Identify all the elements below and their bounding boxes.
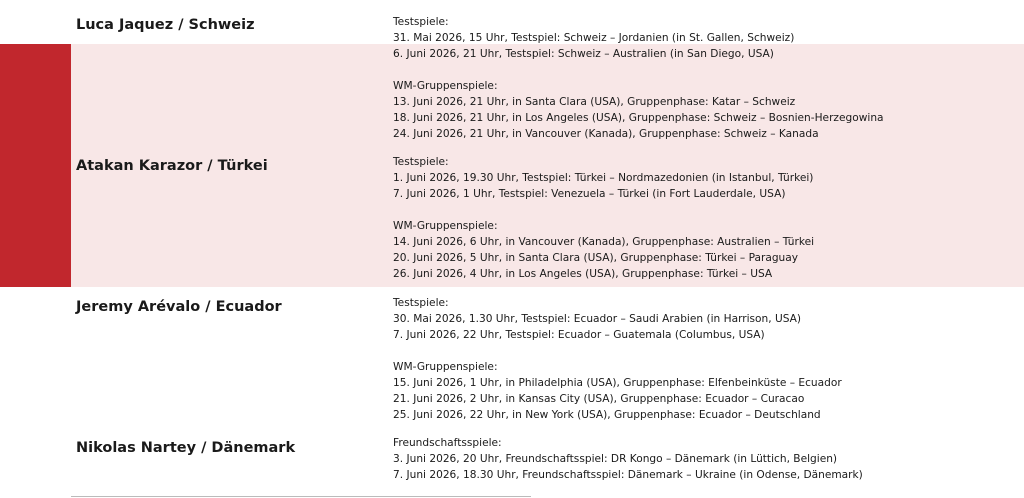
section-heading: WM-Gruppenspiele: [393, 80, 498, 92]
player-name: Luca Jaquez / Schweiz [76, 17, 255, 33]
section-heading: WM-Gruppenspiele: [393, 220, 498, 232]
player-name: Jeremy Arévalo / Ecuador [76, 299, 282, 315]
match-line: 6. Juni 2026, 21 Uhr, Testspiel: Schweiz – Australien (in San Diego, USA) [393, 48, 774, 60]
match-line: 15. Juni 2026, 1 Uhr, in Philadelphia (USA), Gruppenphase: Elfenbeinküste – Ecuador [393, 377, 842, 389]
section-heading: Freundschaftsspiele: [393, 437, 502, 449]
match-line: 31. Mai 2026, 15 Uhr, Testspiel: Schweiz – Jordanien (in St. Gallen, Schweiz) [393, 32, 795, 44]
match-line: 7. Juni 2026, 18.30 Uhr, Freundschaftsspiel: Dänemark – Ukraine (in Odense, Dänemark) [393, 469, 863, 481]
player-name: Atakan Karazor / Türkei [76, 158, 268, 174]
match-line: 21. Juni 2026, 2 Uhr, in Kansas City (USA), Gruppenphase: Ecuador – Curacao [393, 393, 805, 405]
match-line: 13. Juni 2026, 21 Uhr, in Santa Clara (USA), Gruppenphase: Katar – Schweiz [393, 96, 796, 108]
divider [71, 496, 531, 497]
row-accent-bar [0, 44, 71, 287]
match-schedule [393, 435, 863, 483]
match-line: 24. Juni 2026, 21 Uhr, in Vancouver (Kanada), Gruppenphase: Schweiz – Kanada [393, 128, 819, 140]
match-line: 30. Mai 2026, 1.30 Uhr, Testspiel: Ecuador – Saudi Arabien (in Harrison, USA) [393, 313, 802, 325]
match-line: 3. Juni 2026, 20 Uhr, Freundschaftsspiel: DR Kongo – Dänemark (in Lüttich, Belgien) [393, 453, 838, 465]
match-line: 26. Juni 2026, 4 Uhr, in Los Angeles (USA), Gruppenphase: Türkei – USA [393, 268, 773, 280]
match-line: 20. Juni 2026, 5 Uhr, in Santa Clara (USA), Gruppenphase: Türkei – Paraguay [393, 252, 799, 264]
match-schedule [393, 295, 842, 423]
match-line: 18. Juni 2026, 21 Uhr, in Los Angeles (USA), Gruppenphase: Schweiz – Bosnien-Herzegowina [393, 112, 884, 124]
section-heading: WM-Gruppenspiele: [393, 361, 498, 373]
match-schedule [393, 154, 814, 282]
section-heading: Testspiele: [393, 297, 449, 309]
match-line: 14. Juni 2026, 6 Uhr, in Vancouver (Kanada), Gruppenphase: Australien – Türkei [393, 236, 815, 248]
match-line: 25. Juni 2026, 22 Uhr, in New York (USA), Gruppenphase: Ecuador – Deutschland [393, 409, 821, 421]
match-line: 7. Juni 2026, 1 Uhr, Testspiel: Venezuela – Türkei (in Fort Lauderdale, USA) [393, 188, 786, 200]
match-line: 1. Juni 2026, 19.30 Uhr, Testspiel: Türkei – Nordmazedonien (in Istanbul, Türkei) [393, 172, 814, 184]
match-line: 7. Juni 2026, 22 Uhr, Testspiel: Ecuador – Guatemala (Columbus, USA) [393, 329, 765, 341]
section-heading: Testspiele: [393, 156, 449, 168]
match-schedule [393, 14, 884, 142]
section-heading: Testspiele: [393, 16, 449, 28]
player-name: Nikolas Nartey / Dänemark [76, 440, 296, 456]
